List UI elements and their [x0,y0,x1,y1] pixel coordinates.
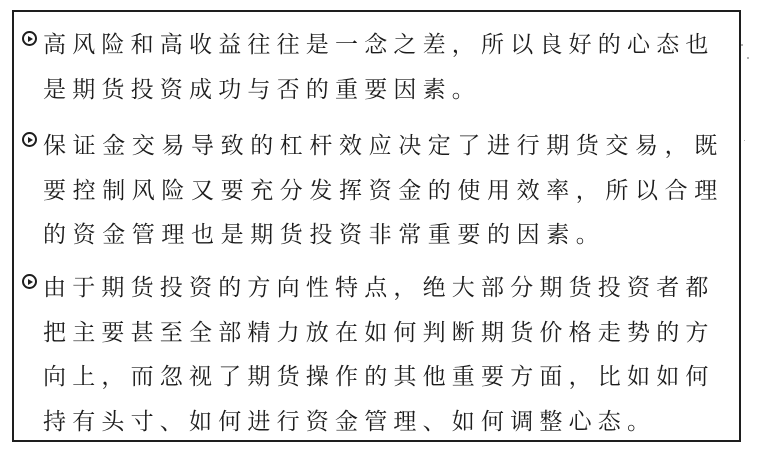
circled-play-bullet-icon [22,132,37,147]
circled-play-bullet-icon [22,274,37,289]
scan-speck [741,44,743,46]
text-box [12,10,741,442]
bullet-text: 保证金交易导致的杠杆效应决定了进行期货交易，既要控制风险又要充分发挥资金的使用效率，所以合理的资金管理也是期货投资非常重要的因素。 [43,133,724,248]
bullet-text: 高风险和高收益往往是一念之差，所以良好的心态也是期货投资成功与否的重要因素。 [43,32,715,103]
scan-speck [744,140,745,141]
bullet-text: 由于期货投资的方向性特点，绝大部分期货投资者都把主要甚至全部精力放在如何判断期货价格走势的方向上，而忽视了期货操作的其他重要方面，比如如何持有头寸、如何进行资金管理、如何调整心态。 [43,275,715,435]
circled-play-bullet-icon [22,31,37,46]
scan-speck [747,57,749,59]
